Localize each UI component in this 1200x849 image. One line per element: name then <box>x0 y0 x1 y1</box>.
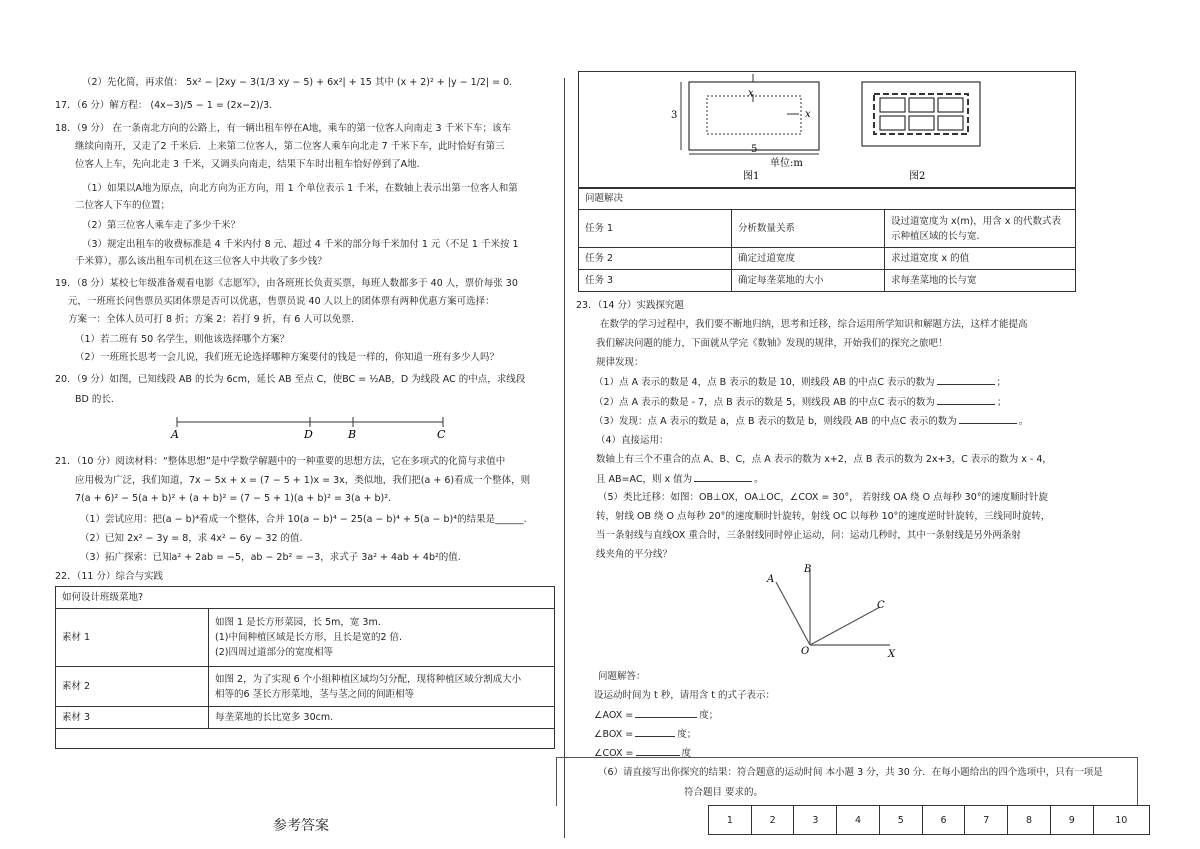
q18-line3: 位客人上车，先向北走 3 千米，又调头向南走，结果下车时出租车恰好停到了A地. <box>75 159 420 170</box>
q18-sub3b: 千米算），那么该出租车司机在这三位客人中共收了多少钱？ <box>75 256 327 267</box>
material-1-line2: (1)中间种植区域是长方形，且长是宽的2 倍. <box>215 632 403 643</box>
q17: 17．（6 分）解方程： (4x−3)/5 − 1 = (2x−2)/3. <box>55 100 273 111</box>
q19-line3: 方案一：全体人员可打 8 折；方案 2：若打 9 折，有 6 人可以免票. <box>68 314 354 325</box>
answer-cell-7: 7 <box>965 806 1008 835</box>
task-1-goal: 设过道宽度为 x(m)，用含 x 的代数式表示种植区域的长与宽. <box>885 210 1076 248</box>
task-3-goal: 求每垄菜地的长与宽 <box>885 270 1076 292</box>
q23-title: 23．（14 分）实践探究题 <box>576 300 684 311</box>
answer-cell-10: 10 <box>1093 806 1149 835</box>
q21-line3: 7(a + 6)² − 5(a + b)² + (a + b)² = (7 − 5 + 1)(a + b)² = 3(a + b)². <box>75 493 392 504</box>
q18-line1: 18．（9 分） 在一条南北方向的公路上，有一辆出租车停在A地，乘车的第一位客人向南走 3 千米下车；该车 <box>55 123 512 134</box>
answer-cell-2: 2 <box>751 806 794 835</box>
q18-sub1b: 二位客人下车的位置； <box>75 200 171 211</box>
q23-sub5-line2: 转，射线 OB 绕 O 点每秒 20°的速度顺时针旋转，射线 OC 以每秒 10°的速度逆时针旋转，三线同时旋转， <box>596 511 1051 522</box>
task-2-content: 确定过道宽度 <box>732 248 885 270</box>
q18-line2: 继续向南开，又走了2 千米后．上来第二位客人，第二位客人乘车向北走 7 千米下车，此时恰好有第三 <box>75 141 505 152</box>
box-label: ∠BOX = <box>594 729 634 740</box>
q18-sub2: （2）第三位客人乘车走了多少千米？ <box>82 220 241 231</box>
task-2-goal: 求过道宽度 x 的值 <box>885 248 1076 270</box>
fig1-x-right: x <box>805 109 811 120</box>
fig1-width: 5 <box>751 144 758 155</box>
q22-title: 22．（11 分）综合与实践 <box>55 571 163 582</box>
figures-box <box>578 71 1076 189</box>
q23-sub1-punct: ； <box>996 377 1007 388</box>
q23-sub2-blank <box>937 395 995 405</box>
task-2-label: 任务 2 <box>579 248 732 270</box>
q23-sub1-blank <box>937 375 995 385</box>
q23-sub5-line3: 当一条射线与直线OX 重合时，三条射线同时停止运动，问：运动几秒时，其中一条射线是另外两条射 <box>596 530 1021 541</box>
material-1-line3: (2)四周过道部分的宽度相等 <box>215 647 333 658</box>
answer-intro: 设运动时间为 t 秒，请用含 t 的式子表示： <box>594 690 776 701</box>
answer-cell-9: 9 <box>1050 806 1093 835</box>
q21-line2: 应用极为广泛，我们知道，7x − 5x + x = (7 − 5 + 1)x = 3x，类似地，我们把(a + 6)看成一个整体，则 <box>75 475 531 486</box>
task-1-label: 任务 1 <box>579 210 732 248</box>
q20-line2: BD 的长. <box>75 394 114 405</box>
q23-sub4-line2 <box>596 472 764 486</box>
q18-sub1a: （1）如果以A地为原点，向北方向为正方向，用 1 个单位表示 1 千米，在数轴上表示出第一位客人和第 <box>82 183 518 194</box>
box-line <box>594 727 696 741</box>
q23-sub5-line1: （5）类比迁移：如图：OB⊥OX，OA⊥OC，∠COX = 30°， 若射线 OA 绕 O 点每秒 30°的速度顺时针旋 <box>598 492 1048 503</box>
task-1-content: 分析数量关系 <box>732 210 885 248</box>
q16-part2: （2）先化简，再求值： 5x² − |2xy − 3(1/3 xy − 5) + 6x²| + 15 其中 (x + 2)² + |y − 1/2| = 0. <box>82 77 513 88</box>
material-1-label: 素材 1 <box>56 609 209 667</box>
aox-blank <box>635 708 697 718</box>
ray-o-label: O <box>801 646 810 657</box>
point-a-label: A <box>171 428 179 441</box>
answer-number-grid <box>708 805 1150 835</box>
q18-sub3a: （3）规定出租车的收费标准是 4 千米内付 8 元、超过 4 千米的部分每千米加付 1 元（不足 1 千米按 1 <box>82 239 519 250</box>
fig1-caption: 图1 <box>743 171 760 182</box>
box-blank <box>635 727 675 737</box>
q23-sub3 <box>594 414 1028 428</box>
q21-sub1: （1）尝试应用：把(a − b)⁴看成一个整体，合并 10(a − b)⁴ − 25(a − b)⁴ + 5(a − b)⁴的结果是______. <box>80 514 527 525</box>
fig1-x-top: x <box>748 88 754 99</box>
q23-sub6: （6）请直接写出你探究的结果：符合题意的运动时间 本小题 3 分，共 30 分．在每小题给出的四个选项中，只有一项是 <box>598 767 1103 778</box>
rays-figure <box>755 560 915 660</box>
q23-sub4-text: 且 AB=AC，则 x 值为 <box>596 474 693 485</box>
answer-cell-8: 8 <box>1008 806 1051 835</box>
material-1-content <box>209 609 555 667</box>
q19-line1: 19．（8 分）某校七年级准备观看电影《志愿军》，由各班班长负责买票，每班人数都多于 40 人，票价每张 30 <box>55 278 518 289</box>
q23-intro-line1: 在数学的学习过程中，我们要不断地归纳，思考和迁移，综合运用所学知识和解题方法，这样才能提高 <box>600 319 1028 330</box>
answer-cell-6: 6 <box>922 806 965 835</box>
q19-sub2: （2）一班班长思考一会儿说，我们班无论选择哪种方案要付的钱是一样的，你知道一班有多少人吗？ <box>75 352 500 363</box>
q23-sub5-line4: 线夹角的平分线？ <box>596 549 673 560</box>
design-table <box>55 586 555 749</box>
box-unit: 度； <box>677 729 697 740</box>
task-table <box>578 187 1076 292</box>
q21-sub2: （2）已知 2x² − 3y = 8，求 4x² − 6y − 32 的值. <box>80 533 303 544</box>
fig1-height: 3 <box>671 110 678 121</box>
ray-b-label: B <box>804 564 812 575</box>
ray-a-label: A <box>767 574 775 585</box>
aox-line <box>594 708 718 722</box>
answer-cell-3: 3 <box>794 806 837 835</box>
answer-cell-5: 5 <box>879 806 922 835</box>
task-3-content: 确定每垄菜地的大小 <box>732 270 885 292</box>
material-2-line1: 如图 2，为了实现 6 个小组种植区域均匀分配，现将种植区域分割成大小 <box>215 673 522 685</box>
aox-unit: 度； <box>699 710 719 721</box>
q23-sub4-punct: 。 <box>754 474 764 485</box>
rule-heading: 规律发现： <box>596 357 644 368</box>
q21-line1: 21．（10 分）阅读材料：“整体思想”是中学数学解题中的一种重要的思想方法，它在多项式的化简与求值中 <box>55 456 506 467</box>
q23-sub3-blank <box>959 414 1017 424</box>
q20-line1: 20．（9 分）如图，已知线段 AB 的长为 6cm，延长 AB 至点 C，使BC = ½AB，D 为线段 AC 的中点，求线段 <box>55 374 526 385</box>
point-c-label: C <box>437 428 446 441</box>
answer-title: 参考答案 <box>273 818 329 834</box>
design-table-title: 如何设计班级菜地? <box>56 587 555 609</box>
q23-sub4-line1: 数轴上有三个不重合的点 A、B、C，点 A 表示的数为 x+2，点 B 表示的数为 2x+3，C 表示的数为 x - 4， <box>596 454 1052 465</box>
material-2-content <box>209 667 555 707</box>
answer-cell-1: 1 <box>709 806 752 835</box>
garden-figures <box>579 72 1075 188</box>
task-3-label: 任务 3 <box>579 270 732 292</box>
q23-sub4-blank <box>694 472 752 482</box>
fig1-unit: 单位:m <box>770 158 803 169</box>
q23-sub3-punct: 。 <box>1018 416 1029 427</box>
q19-sub1: （1）若二班有 50 名学生，则他该选择哪个方案？ <box>75 334 290 345</box>
mc-header-box <box>556 757 1138 806</box>
q23-sub2 <box>594 395 1006 409</box>
material-2-line2: 相等的6 茎长方形菜地，茎与茎之间的间距相等 <box>215 688 415 700</box>
q23-sub2-text: （2）点 A 表示的数是 - 7，点 B 表示的数是 5，则线段 AB 的中点C 表示的数为 <box>594 397 935 408</box>
ray-x-label: X <box>888 649 896 660</box>
answer-cell-4: 4 <box>837 806 880 835</box>
cox-label: ∠COX = <box>594 748 634 759</box>
segment-figure <box>165 412 465 442</box>
column-divider <box>564 78 565 838</box>
cox-blank <box>636 746 680 756</box>
material-3-content: 每垄菜地的长比宽多 30cm. <box>209 707 555 729</box>
answer-heading: 问题解答： <box>598 671 646 682</box>
q23-intro-line2: 我们解决问题的能力，下面就从学完《数轴》发现的规律，开始我们的探究之旅吧！ <box>596 338 948 349</box>
q23-sub2-punct: ； <box>996 397 1007 408</box>
task-table-header: 问题解决 <box>579 188 1076 210</box>
q23-sub1 <box>594 375 1006 389</box>
q23-sub6-line2: 符合题目 要求的。 <box>684 787 764 798</box>
q19-line2: 元，一班班长问售票员买团体票是否可以优惠，售票员说 40 人以上的团体票有两种优惠方案可选择： <box>68 296 495 307</box>
point-d-label: D <box>304 428 313 441</box>
q23-sub1-text: （1）点 A 表示的数是 4，点 B 表示的数是 10，则线段 AB 的中点C 表示的数为 <box>594 377 935 388</box>
q21-sub3: （3）拓广探索：已知a² + 2ab = −5，ab − 2b² = −3，求式子 3a² + 4ab + 4b²的值. <box>80 552 461 563</box>
fig2-caption: 图2 <box>909 171 926 182</box>
material-3-label: 素材 3 <box>56 707 209 729</box>
q23-sub4: （4）直接运用： <box>596 435 669 446</box>
point-b-label: B <box>348 428 357 441</box>
q23-sub3-text: （3）发现：点 A 表示的数是 a，点 B 表示的数是 b，则线段 AB 的中点C 表示的数为 <box>594 416 957 427</box>
aox-label: ∠AOX = <box>594 710 634 721</box>
cox-unit: 度 <box>681 748 692 759</box>
material-1-line1: 如图 1 是长方形菜园，长 5m，宽 3m. <box>215 617 381 628</box>
ray-c-label: C <box>877 600 885 611</box>
table-empty-row <box>56 729 555 749</box>
material-2-label: 素材 2 <box>56 667 209 707</box>
